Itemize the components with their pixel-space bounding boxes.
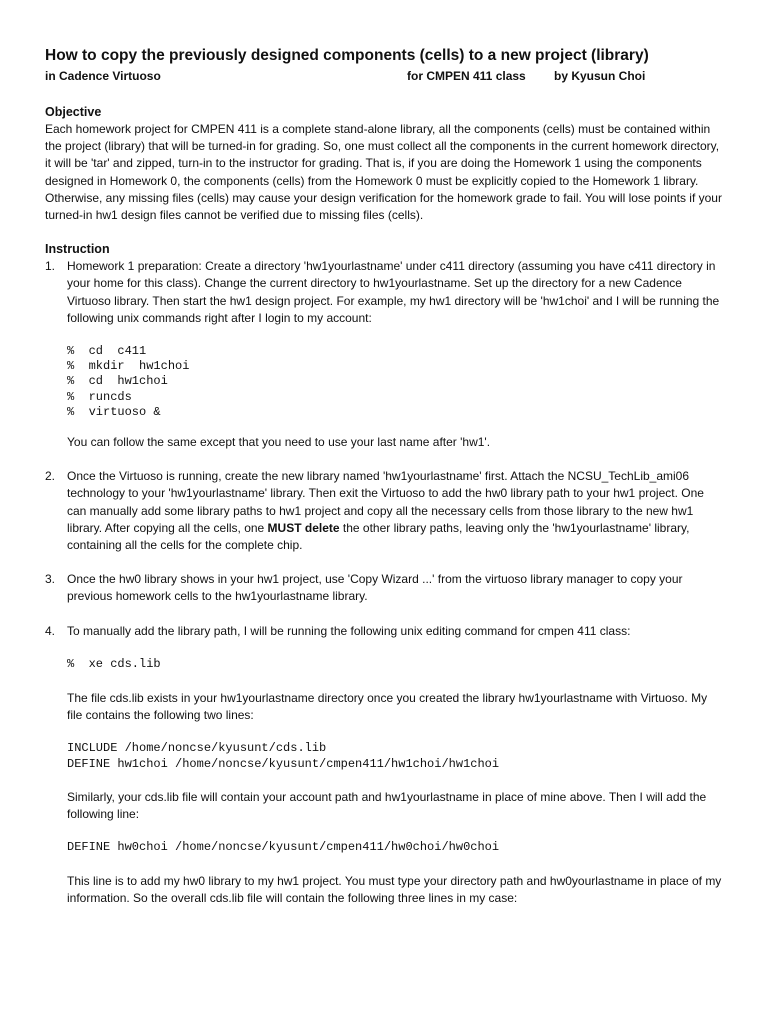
subtitle-row	[45, 67, 725, 85]
objective-text: Each homework project for CMPEN 411 is a complete stand-alone library, all the components (cells) must be contained within the project (library) that will be turned-in for grading. So, one must collect all the components in the current homework directory, it will be 'tar' and zipped, turn-in to the instructor for grading. That is, if you are doing the Homework 1 using the components designed in Homework 0, the components (cells) from the Homework 0 must be explicitly copied to the Homework 1 library. Otherwise, any missing files (cells) may cause your design verification for the homework grade to fail. You will lose points if your turned-in hw1 design files cannot be verified due to missing files (cells).	[45, 122, 722, 223]
instruction-item-3	[45, 571, 725, 605]
item-note: You can follow the same except that you need to use your last name after 'hw1'.	[67, 435, 491, 450]
instruction-heading: Instruction	[45, 242, 110, 257]
instruction-section	[45, 241, 725, 907]
code-block-edit-command: % xe cds.lib	[67, 656, 161, 671]
document-page	[45, 46, 725, 907]
item-number: 1.	[45, 259, 56, 274]
item-text: To manually add the library path, I will be running the following unix editing command for cmpen 411 class:	[67, 623, 631, 638]
code-block-unix-commands: % cd c411 % mkdir hw1choi % cd hw1choi % runcds % virtuoso &	[67, 344, 190, 419]
item-text-part: Once the Virtuoso is running, create the new library named 'hw1yourlastname' first. Attach the NCSU_TechLib_ami06 technology to your 'hw1yourlastname' library. Then exit the Virtuoso to add the hw0 library path to your hw1 project. One can manually add some library paths to hw1 project and copy all the necessary cells from those library to the new hw1 library. After copying all the cells, one	[67, 469, 704, 535]
item-paragraph: This line is to add my hw0 library to my hw1 project. You must type your directory path and hw0yourlastname in place of my information. So the overall cds.lib file will contain the following three lines in my case:	[67, 873, 722, 905]
instruction-item-1	[45, 258, 725, 451]
item-text-part: the other library paths, leaving only the 'hw1yourlastname' library, containing all the cells for the complete chip.	[67, 520, 690, 553]
item-text: Homework 1 preparation: Create a directory 'hw1yourlastname' under c411 directory (assuming you have c411 directory in your home for this class). Change the current directory to hw1yourlastname. Set up the directory for a new Cadence Virtuoso library. Then start the hw1 design project. For example, my hw1 directory will be 'hw1choi' and I will be running the following unix commands right after I login to my account:	[67, 259, 720, 325]
emphasis-text: MUST delete	[267, 520, 340, 535]
subtitle-class: for CMPEN 411 class	[407, 69, 526, 83]
item-number: 2.	[45, 469, 56, 484]
item-number: 4.	[45, 623, 56, 638]
objective-section	[45, 104, 725, 224]
item-paragraph: Similarly, your cds.lib file will contain your account path and hw1yourlastname in place of mine above. Then I will add the following line:	[67, 789, 707, 822]
item-number: 3.	[45, 572, 56, 587]
code-block-define-line: DEFINE hw0choi /home/noncse/kyusunt/cmpen411/hw0choi/hw0choi	[67, 840, 500, 855]
subtitle-author: by Kyusun Choi	[554, 69, 646, 83]
objective-heading: Objective	[45, 105, 102, 119]
code-block-cds-lib: INCLUDE /home/noncse/kyusunt/cds.lib DEFINE hw1choi /home/noncse/kyusunt/cmpen411/hw1choi/hw1choi	[67, 741, 500, 771]
instruction-list	[45, 258, 725, 907]
subtitle-software: in Cadence Virtuoso	[45, 69, 161, 83]
instruction-item-4	[45, 623, 725, 907]
item-paragraph: The file cds.lib exists in your hw1yourlastname directory once you created the library hw1yourlastname with Virtuoso. My file contains the following two lines:	[67, 691, 708, 723]
item-text: Once the hw0 library shows in your hw1 project, use 'Copy Wizard ...' from the virtuoso library manager to copy your previous homework cells to the hw1yourlastname library.	[67, 572, 683, 604]
document-title: How to copy the previously designed components (cells) to a new project (library)	[45, 47, 649, 64]
item-text	[67, 468, 725, 554]
instruction-item-2	[45, 468, 725, 554]
